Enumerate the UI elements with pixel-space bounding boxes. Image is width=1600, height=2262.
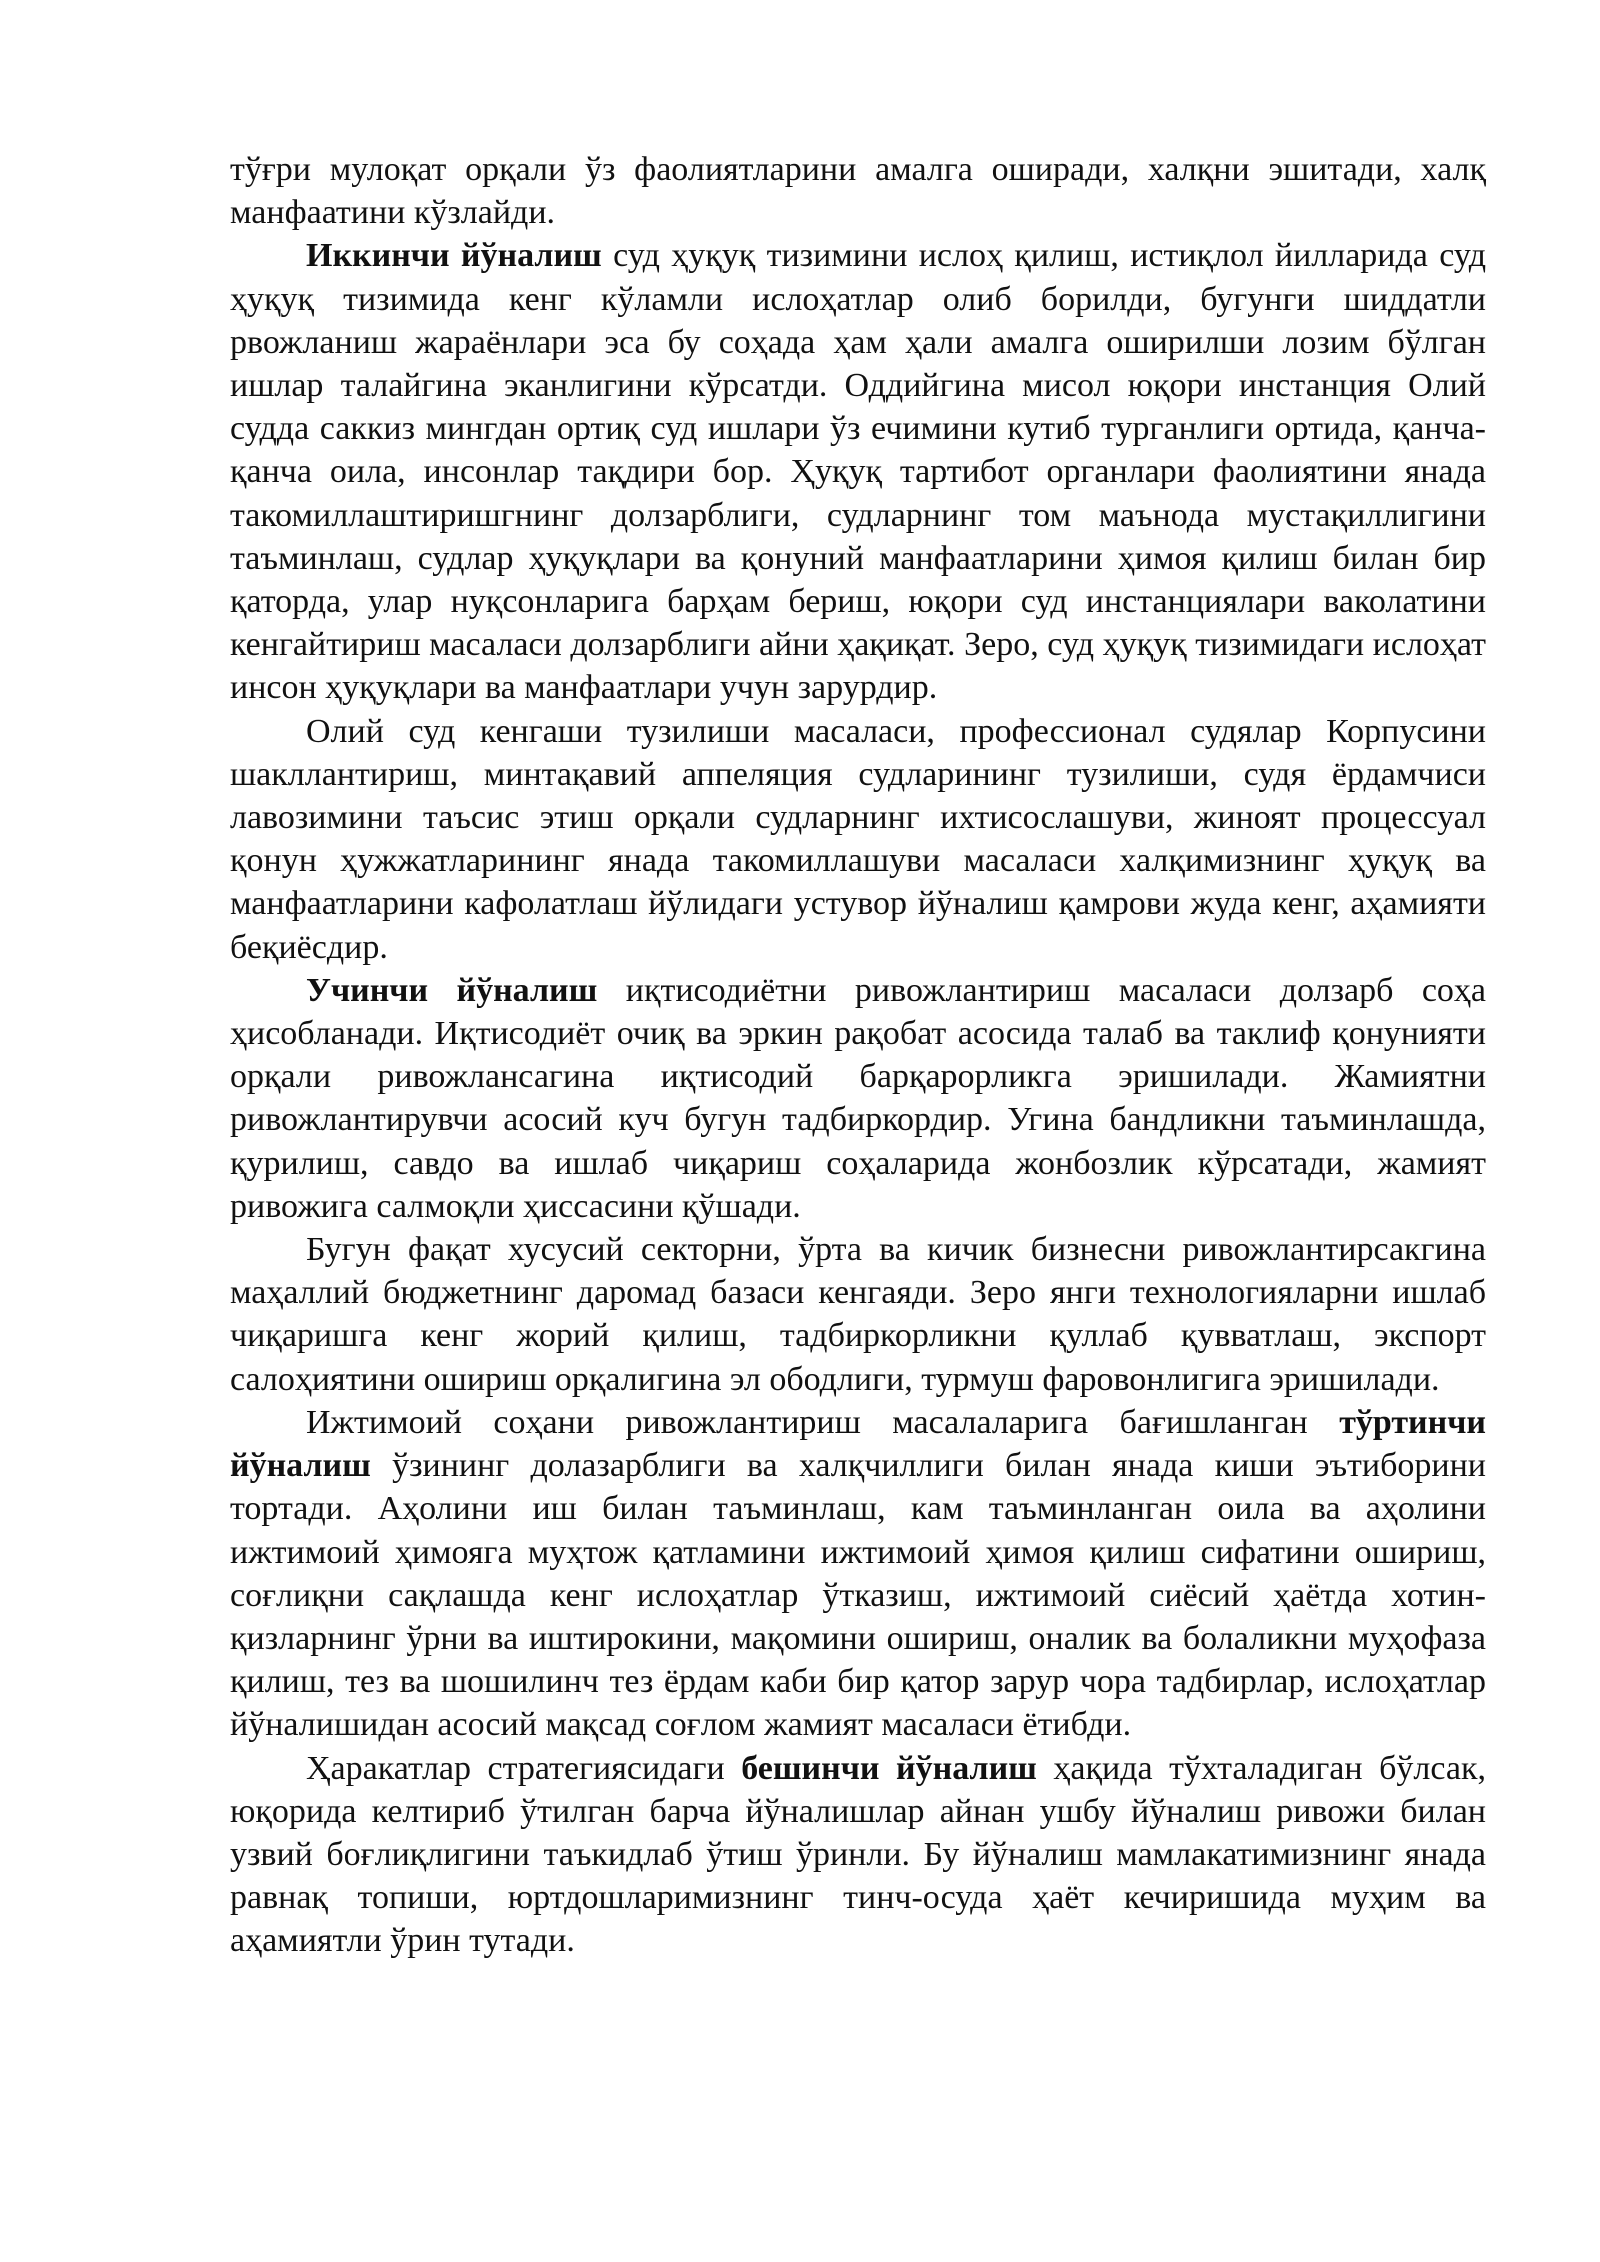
paragraph-6 [230,1401,1486,1747]
paragraph-1 [230,148,1486,234]
document-page [230,148,1486,1963]
section-heading-third-direction: Учинчи йўналиш [306,971,598,1009]
paragraph-text: суд ҳуқуқ тизимини ислоҳ қилиш, истиқлол йилларида суд ҳуқуқ тизимида кенг кўламли ислоҳатлар олиб борилди, бугунги шиддатли рвожланиш жараёнлари эса бу соҳада ҳам ҳали амалга оширилши лозим бўлган ишлар талайгина эканлигини кўрсатди. Оддийгина мисол юқори инстанция Олий судда саккиз мингдан ортиқ суд ишлари ўз ечимини кутиб турганлиги ортида, қанча-қанча оила, инсонлар тақдири бор. Ҳуқуқ тартибот органлари фаолиятини янада такомиллаштиришгнинг долзарблиги, судларнинг том маънода мустақиллигини таъминлаш, судлар ҳуқуқлари ва қонуний манфаатларини ҳимоя қилиш билан бир қаторда, улар нуқсонларига барҳам бериш, юқори суд инстанциялари ваколатини кенгайтириш масаласи долзарблиги айни ҳақиқат. Зеро, суд ҳуқуқ тизимидаги ислоҳат инсон ҳуқуқлари ва манфаатлари учун зарурдир. [230,237,1487,707]
paragraph-text: ўзининг долазарблиги ва халқчиллиги билан янада киши эътиборини тортади. Аҳолини иш билан таъминлаш, кам таъминланган оила ва аҳолини ижтимоий ҳимояга муҳтож қатламини ижтимоий ҳимоя қилиш сифатини ошириш, соғлиқни сақлашда кенг ислоҳатлар ўтказиш, ижтимоий сиёсий ҳаётда хотин-қизларнинг ўрни ва иштирокини, мақомини ошириш, оналик ва болаликни муҳофаза қилиш, тез ва шошилинч тез ёрдам каби бир қатор зарур чора тадбирлар, ислоҳатлар йўналишидан асосий мақсад соғлом жамият масаласи ётибди. [230,1447,1486,1744]
paragraph-5 [230,1228,1486,1401]
paragraph-7 [230,1747,1486,1963]
paragraph-text: ҳақида тўхталадиган бўлсак, юқорида келтириб ўтилган барча йўналишлар айнан ушбу йўналиш ривожи билан узвий боғлиқлигини таъкидлаб ўтиш ўринли. Бу йўналиш мамлакатимизнинг янада равнақ топиши, юртдошларимизнинг тинч-осуда ҳаёт кечиришида муҳим ва аҳамиятли ўрин тутади. [230,1749,1486,1960]
section-heading-fifth-direction: бешинчи йўналиш [741,1749,1037,1787]
paragraph-text: Ижтимоий соҳани ривожлантириш масалаларига бағишланган [306,1403,1340,1441]
paragraph-text: иқтисодиётни ривожлантириш масаласи долзарб соҳа ҳисобланади. Иқтисодиёт очиқ ва эркин рақобат асосида талаб ва таклиф қонунияти орқали ривожлансагина иқтисодий барқарорликга эришилади. Жамиятни ривожлантирувчи асосий куч бугун тадбиркордир. Угина бандликни таъминлашда, қурилиш, савдо ва ишлаб чиқариш соҳаларида жонбозлик кўрсатади, жамият ривожига салмоқли ҳиссасини қўшади. [230,971,1486,1225]
paragraph-text: Олий суд кенгаши тузилиши масаласи, профессионал судялар Корпусини шакллантириш, минтақавий аппеляция судларининг тузилиши, судя ёрдамчиси лавозимини таъсис этиш орқали судларнинг ихтисослашуви, жиноят процессуал қонун ҳужжатларининг янада такомиллашуви масаласи халқимизнинг ҳуқуқ ва манфаатларини кафолатлаш йўлидаги устувор йўналиш қамрови жуда кенг, аҳамияти беқиёсдир. [230,712,1486,966]
paragraph-2 [230,234,1486,709]
section-heading-second-direction: Иккинчи йўналиш [306,237,602,275]
section-heading-fourth-direction: тўртинчи йўналиш [230,1403,1486,1485]
paragraph-3 [230,710,1486,969]
paragraph-text: Ҳаракатлар стратегиясидаги [306,1749,742,1787]
paragraph-text: тўғри мулоқат орқали ўз фаолиятларини амалга оширади, халқни эшитади, халқ манфаатини кўзлайди. [230,151,1486,232]
paragraph-4 [230,969,1486,1228]
paragraph-text: Бугун фақат хусусий секторни, ўрта ва кичик бизнесни ривожлантирсакгина маҳаллий бюджетнинг даромад базаси кенгаяди. Зеро янги технологияларни ишлаб чиқаришга кенг жорий қилиш, тадбиркорликни қуллаб қувватлаш, экспорт салоҳиятини ошириш орқалигина эл ободлиги, турмуш фаровонлигига эришилади. [230,1231,1486,1398]
